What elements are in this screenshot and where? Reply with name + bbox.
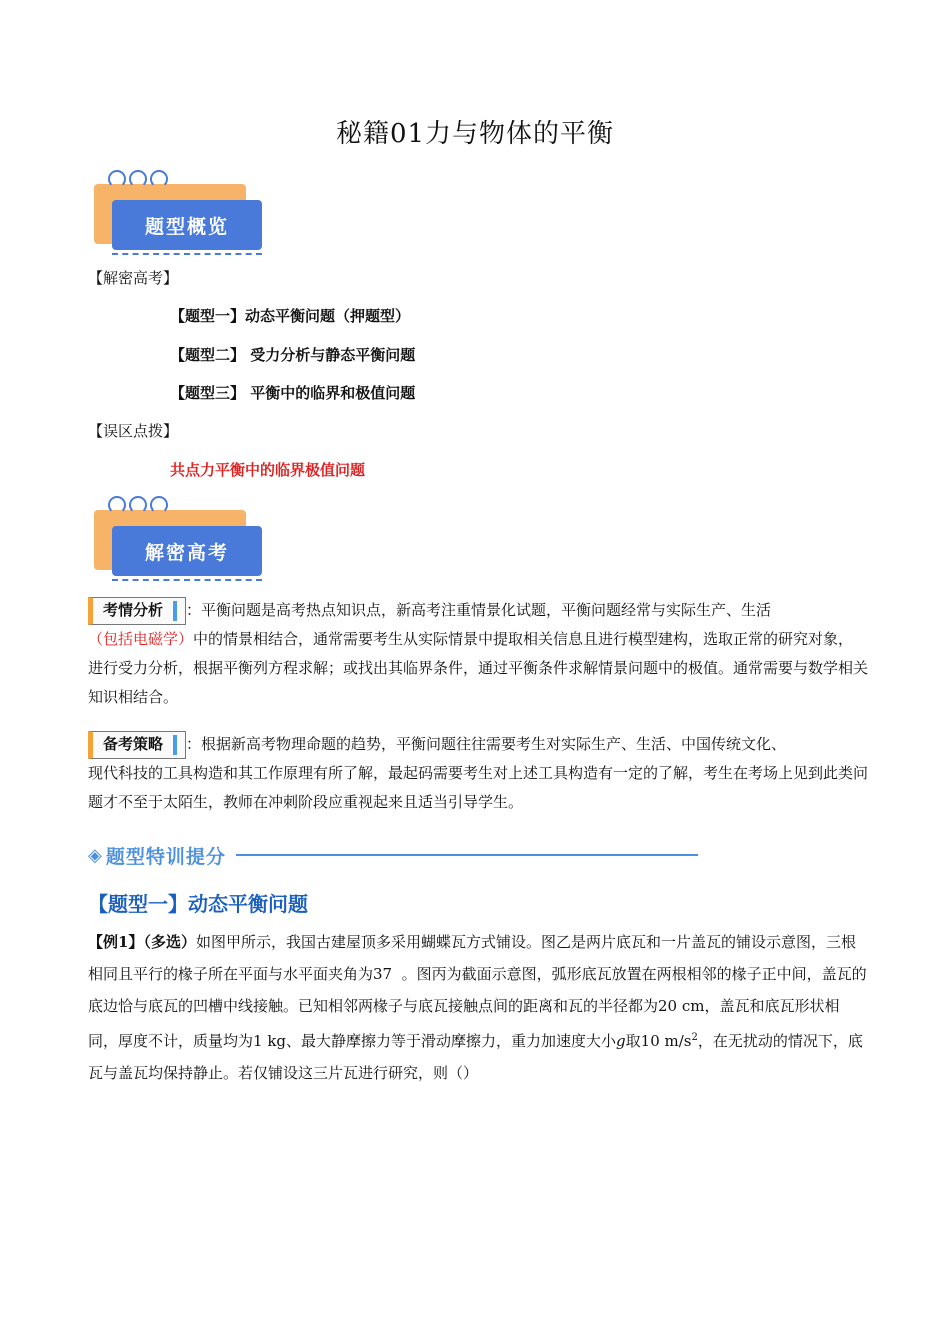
strategy-tag: 备考策略 [88,731,186,759]
example-1: 【例1】（多选）如图甲所示，我国古建屋顶多采用蝴蝶瓦方式铺设。图乙是两片底瓦和一片盖瓦的铺设示意图，三根相同且平行的椽子所在平面与水平面夹角为37 。图丙为截面示意图，弧形底瓦放置在两根相邻的椽子正中间，盖瓦的底边恰与底瓦的凹槽中线接触。已知相邻两椽子与底瓦接触点间的距离和瓦的半径都为20 cm，盖瓦和底瓦形状相同，厚度不计，质量均为1 kg、最大静摩擦力等于滑动摩擦力，重力加速度大小g取10 $m/s^2$，在无扰动的情况下，底瓦与盖瓦均保持静止。若仅铺设这三片瓦进行研究，则（） [88,933,867,1082]
section-title: 题型特训提分 [105,845,226,868]
analysis-paragraph: 考情分析 ：平衡问题是高考热点知识点，新高考注重情景化试题，平衡问题经常与实际生产、生活 （包括电磁学）中的情景相结合，通常需要考生从实际情景中提取相关信息且进行模型建构，选取正常的研究对象，进行受力分析，根据平衡列方程求解；或找出其临界条件，通过平衡条件求解情景问题中的极值。通常需要与数学相关知识相结合。 [88,596,868,712]
type1-heading: 【题型一】动态平衡问题 [88,892,308,916]
decode-badge [94,502,274,592]
diamond-icon: ◈ [88,844,102,866]
mistake-label: 【误区点拨】 [88,422,179,440]
overview-badge-label: 题型概览 [112,200,262,250]
overview-item-2: 【题型二】 受力分析与静态平衡问题 [170,346,416,364]
overview-badge [94,176,274,266]
decode-label: 【解密高考】 [88,269,179,287]
analysis-tag: 考情分析 [88,597,186,625]
mistake-item: 共点力平衡中的临界极值问题 [170,461,366,479]
rings-icon [108,170,171,192]
decode-badge-label: 解密高考 [112,526,262,576]
page-title: 秘籍01力与物体的平衡 [335,119,615,149]
overview-item-1: 【题型一】动态平衡问题（押题型） [170,307,411,325]
strategy-paragraph: 备考策略 ：根据新高考物理命题的趋势，平衡问题往往需要考生对实际生产、生活、中国传统文化、 现代科技的工具构造和其工作原理有所了解，最起码需要考生对上述工具构造有一定的了解，考生在考场上见到此类问题才不至于太陌生，教师在冲刺阶段应重视起来且适当引导学生。 [88,730,868,817]
rings-icon [108,496,171,518]
overview-item-3: 【题型三】 平衡中的临界和极值问题 [170,384,416,402]
section-header [88,840,698,870]
